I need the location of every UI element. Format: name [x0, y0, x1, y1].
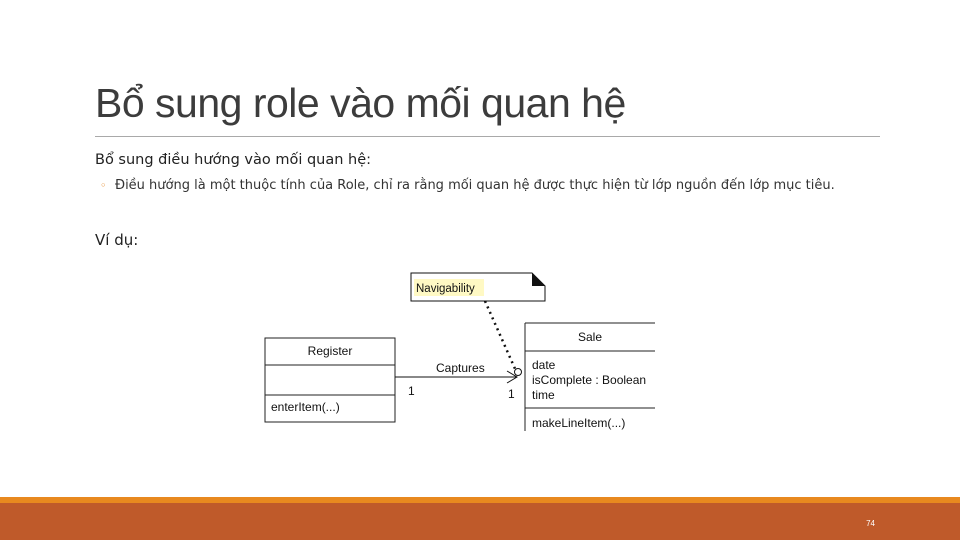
register-class — [265, 338, 395, 422]
sale-attribute: date — [532, 358, 556, 372]
slide-title: Bổ sung role vào mối quan hệ — [95, 80, 626, 126]
bullet-text: Điều hướng là một thuộc tính của Role, chỉ ra rằng mối quan hệ được thực hiện từ lớp nguồn đến lớp mục tiêu. — [115, 178, 835, 193]
section-heading: Bổ sung điều hướng vào mối quan hệ: — [95, 152, 372, 168]
title-divider — [95, 136, 880, 137]
association-label: Captures — [436, 361, 485, 375]
sale-class — [525, 323, 655, 431]
sale-operation: makeLineItem(...) — [532, 416, 626, 430]
left-multiplicity: 1 — [408, 384, 415, 398]
note-anchor-line — [485, 301, 516, 371]
sale-attribute: isComplete : Boolean — [532, 373, 647, 387]
register-class-name: Register — [307, 344, 353, 358]
page-number: 74 — [866, 519, 875, 528]
sale-attribute: time — [532, 388, 555, 402]
note-label: Navigability — [416, 283, 475, 295]
register-operation: enterItem(...) — [271, 400, 340, 414]
right-multiplicity: 1 — [508, 387, 515, 401]
bullet-marker-icon: ◦ — [100, 179, 107, 192]
footer-band — [0, 503, 960, 540]
example-label: Ví dụ: — [95, 231, 139, 249]
sale-class-name: Sale — [577, 330, 603, 344]
association-captures — [395, 361, 522, 401]
uml-diagram — [255, 265, 660, 440]
navigability-note — [411, 273, 545, 301]
bullet-item — [100, 177, 880, 195]
